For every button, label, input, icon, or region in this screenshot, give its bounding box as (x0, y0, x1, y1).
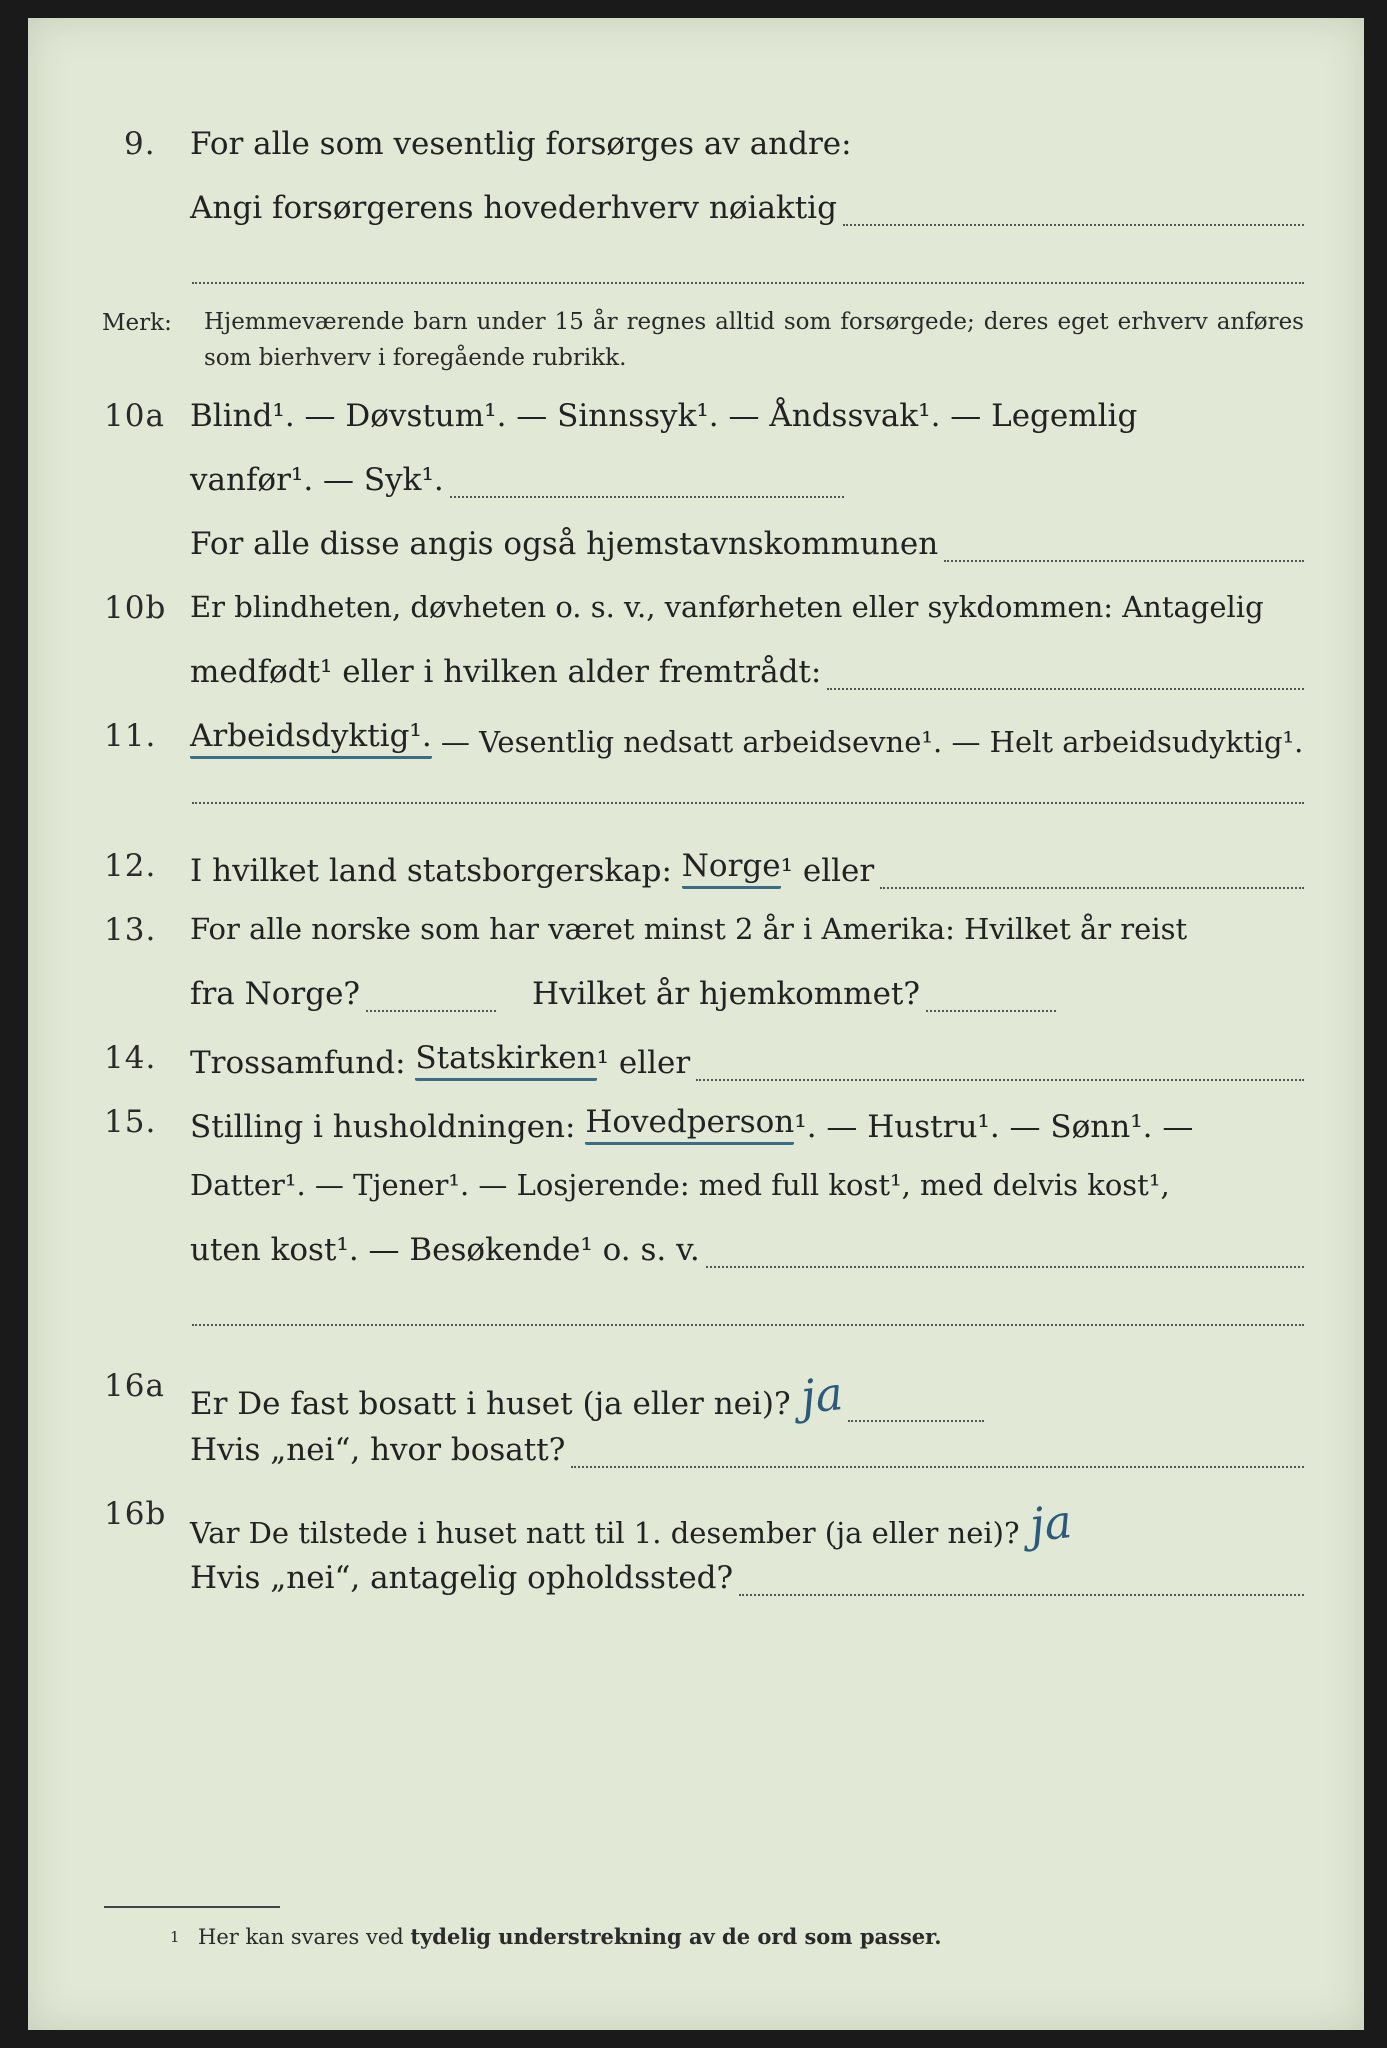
answer-field[interactable] (739, 1566, 1304, 1596)
question-line: fra Norge? (190, 976, 361, 1012)
question-number: 12. (104, 848, 157, 884)
answer-field-extra-line[interactable] (192, 802, 1304, 804)
question-text (190, 1104, 1304, 1145)
question-16a-line2 (28, 1432, 1364, 1488)
question-line: Er De fast bosatt i huset (ja eller nei)? (190, 1386, 791, 1422)
question-13-line2 (28, 976, 1364, 1032)
question-line: medfødt¹ eller i hvilken alder fremtrådt: (190, 654, 822, 690)
footnote-divider (104, 1906, 280, 1908)
selected-option-arbeidsdyktig[interactable]: Arbeidsdyktig¹. (190, 718, 432, 759)
question-number: 15. (104, 1104, 157, 1140)
answer-field[interactable] (696, 1051, 1304, 1081)
question-line: Er blindheten, døvheten o. s. v., vanførheten eller sykdommen: Antagelig (190, 590, 1264, 624)
answer-field[interactable] (450, 468, 844, 498)
question-text (190, 1560, 1304, 1596)
question-number: 14. (104, 1040, 157, 1076)
question-10a-line2 (28, 462, 1364, 518)
question-10b-line2 (28, 654, 1364, 710)
question-text (190, 190, 1304, 226)
question-text (190, 526, 1304, 562)
question-text (190, 654, 1304, 690)
question-9 (28, 126, 1364, 182)
question-line: — Vesentlig nedsatt arbeidsevne¹. — Helt arbeidsudyktig¹. (431, 725, 1304, 759)
question-12 (28, 848, 1364, 904)
selected-option-norge[interactable]: Norge (682, 848, 781, 889)
handwritten-answer[interactable]: ja (797, 1365, 846, 1425)
question-text (190, 718, 1304, 759)
handwritten-answer[interactable]: ja (1026, 1493, 1074, 1553)
question-14 (28, 1040, 1364, 1096)
question-line: Blind¹. — Døvstum¹. — Sinnssyk¹. — Åndssvak¹. — Legemlig (190, 398, 1138, 434)
question-line: Trossamfund: (190, 1045, 416, 1081)
question-text (190, 462, 844, 498)
question-line: I hvilket land statsborgerskap: (190, 853, 682, 889)
question-16b-line2 (28, 1560, 1364, 1616)
question-text (190, 976, 1304, 1012)
question-number: 16a (104, 1368, 165, 1404)
question-line: Var De tilstede i huset natt til 1. desember (ja eller nei)? (190, 1516, 1020, 1550)
question-15-line2 (28, 1168, 1364, 1224)
answer-field-extra-line[interactable] (192, 1324, 1304, 1326)
question-line: ¹. — Hustru¹. — Sønn¹. — (794, 1109, 1194, 1145)
note-text: Hjemmeværende barn under 15 år regnes alltid som forsørgede; deres eget erhverv anføres som bierhverv i foregående rubrikk. (204, 309, 1304, 371)
answer-field[interactable] (843, 196, 1304, 226)
question-line: uten kost¹. — Besøkende¹ o. s. v. (190, 1232, 700, 1268)
selected-option-hovedperson[interactable]: Hovedperson (585, 1104, 794, 1145)
answer-field-extra-line[interactable] (192, 282, 1304, 284)
answer-field[interactable] (827, 660, 1304, 690)
question-text (190, 1432, 1304, 1468)
question-line: Angi forsørgerens hovederhverv nøiaktig (190, 190, 837, 226)
answer-field[interactable] (880, 859, 1304, 889)
footnote-mark: 1 (170, 1928, 180, 1946)
question-text (190, 398, 1304, 434)
question-line: vanfør¹. — Syk¹. (190, 462, 444, 498)
answer-field[interactable] (571, 1438, 1304, 1468)
question-text (190, 1232, 1304, 1268)
question-line: Datter¹. — Tjener¹. — Losjerende: med full kost¹, med delvis kost¹, (190, 1168, 1170, 1202)
question-number: 9. (124, 126, 156, 162)
question-number: 16b (104, 1496, 167, 1532)
question-line: Hvis „nei“, hvor bosatt? (190, 1432, 566, 1468)
answer-field-return-year[interactable] (926, 982, 1056, 1012)
question-16b (28, 1493, 1364, 1553)
question-line: Hvilket år hjemkommet? (532, 976, 921, 1012)
footnote-emphasis: tydelig understrekning av de ord som passer. (410, 1924, 942, 1949)
question-text (190, 912, 1304, 946)
question-line: For alle norske som har været minst 2 år i Amerika: Hvilket år reist (190, 912, 1188, 946)
answer-field[interactable] (944, 532, 1304, 562)
question-13 (28, 912, 1364, 968)
question-16a (28, 1365, 1364, 1425)
question-text (190, 1040, 1304, 1081)
question-10a (28, 398, 1364, 454)
note-label: Merk: (102, 310, 172, 336)
question-line: For alle som vesentlig forsørges av andre: (190, 126, 852, 162)
question-10a-line3 (28, 526, 1364, 582)
question-text (190, 1365, 984, 1425)
question-9-line2 (28, 190, 1364, 246)
question-line: Stilling i husholdningen: (190, 1109, 586, 1145)
question-11 (28, 718, 1364, 774)
question-10b (28, 590, 1364, 646)
question-line: For alle disse angis også hjemstavnskommunen (190, 526, 939, 562)
question-text (190, 126, 1304, 162)
footnote-text: Her kan svares ved (198, 1925, 411, 1949)
question-text (190, 1168, 1304, 1202)
census-form-page (28, 18, 1364, 2030)
question-number: 10b (104, 590, 167, 626)
answer-field[interactable] (848, 1392, 984, 1422)
question-number: 10a (104, 398, 165, 434)
question-15 (28, 1104, 1364, 1160)
question-text (190, 848, 1304, 889)
question-number: 11. (104, 718, 157, 754)
question-line: Hvis „nei“, antagelig opholdssted? (190, 1560, 734, 1596)
answer-field[interactable] (706, 1238, 1304, 1268)
footnote (198, 1924, 942, 1949)
question-line: ¹ eller (780, 853, 875, 889)
question-line: ¹ eller (596, 1045, 691, 1081)
selected-option-statskirken[interactable]: Statskirken (415, 1040, 596, 1081)
question-15-line3 (28, 1232, 1364, 1288)
question-number: 13. (104, 912, 157, 948)
question-text (190, 590, 1304, 624)
question-text (190, 1493, 1304, 1553)
answer-field-departure-year[interactable] (366, 982, 496, 1012)
